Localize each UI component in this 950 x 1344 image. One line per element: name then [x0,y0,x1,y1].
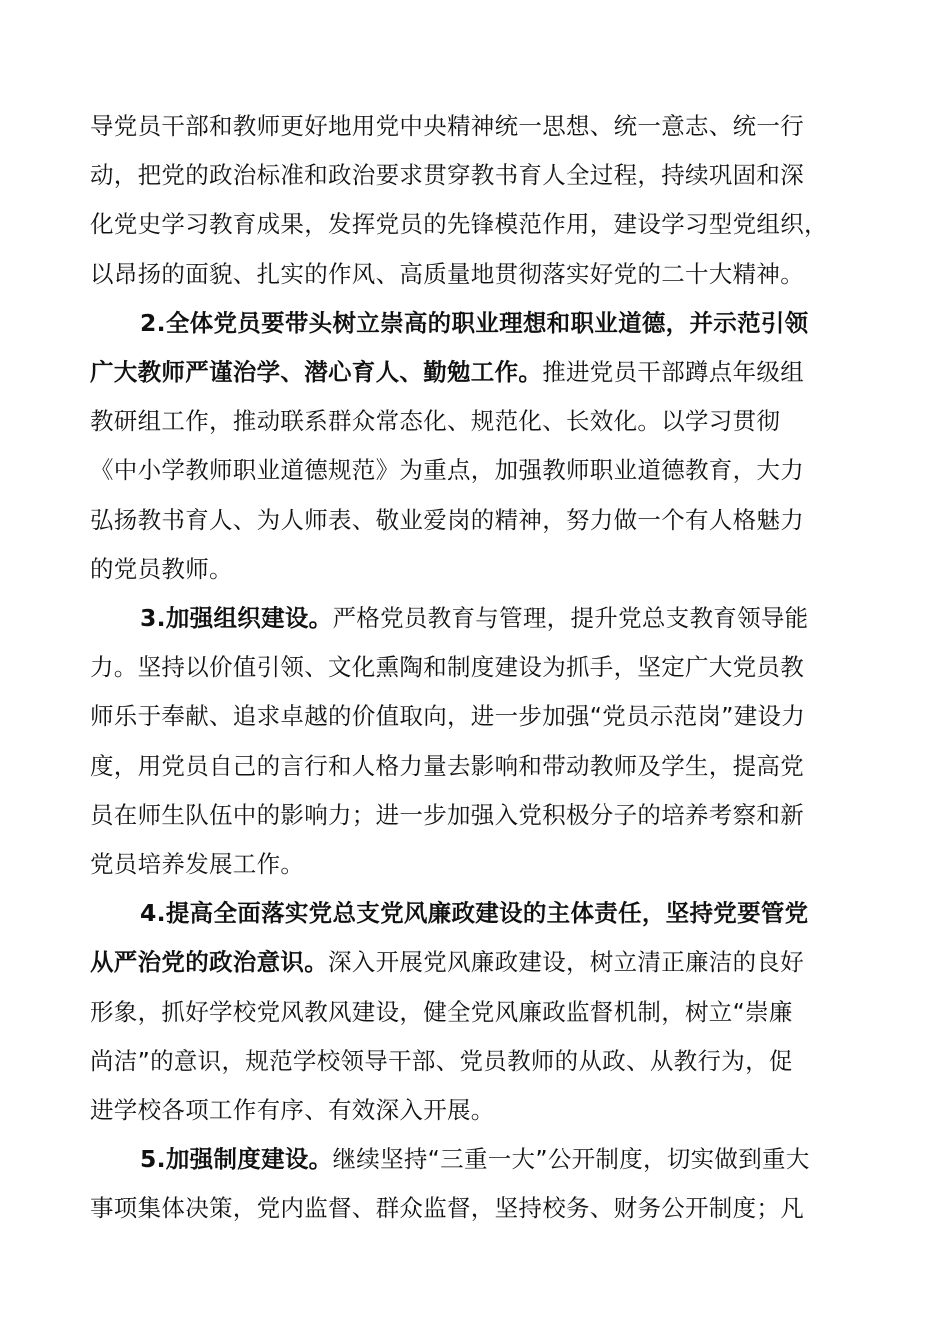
text-line: 导党员干部和教师更好地用党中央精神统一思想、统一意志、统一行 [90,112,804,140]
text-line: 化党史学习教育成果，发挥党员的先锋模范作用，建设学习型党组织， [90,210,828,239]
item-heading: 广大教师严谨治学、潜心育人、勤勉工作。 [90,358,543,387]
text-line: 师乐于奉献、追求卓越的价值取向，进一步加强“党员示范岗”建设力 [90,702,806,731]
text-line: 度，用党员自己的言行和人格力量去影响和带动教师及学生，提高党 [90,751,804,780]
text-line: 的党员教师。 [90,554,233,583]
paragraph-2 [90,299,890,594]
paragraph-5 [90,1135,890,1233]
text-line: 从严治党的政治意识。深入开展党风廉政建设，树立清正廉洁的良好 [90,948,804,977]
text-line [90,889,890,938]
text-line: 员在师生队伍中的影响力；进一步加强入党积极分子的培养考察和新 [90,800,804,829]
text-line: 进学校各项工作有序、有效深入开展。 [90,1096,495,1125]
paragraph-1 [90,102,890,299]
text-line: 3.加强组织建设。严格党员教育与管理，提升党总支教育领导能 [140,604,809,633]
paragraph-4 [90,889,890,1135]
text-line: 弘扬教书育人、为人师表、敬业爱岗的精神，努力做一个有人格魅力 [90,505,804,534]
text-line: 《中小学教师职业道德规范》为重点，加强教师职业道德教育，大力 [90,456,804,485]
text-line: 党员培养发展工作。 [90,850,305,879]
paragraph-3 [90,594,890,889]
item-heading: 2.全体党员要带头树立崇高的职业理想和职业道德，并示范引领 [140,308,809,337]
text-line: 尚洁”的意识，规范学校领导干部、党员教师的从政、从教行为，促 [90,1046,793,1075]
item-heading: 5.加强制度建设。 [140,1145,333,1174]
document-page [90,102,890,1234]
text-line: 力。坚持以价值引领、文化熏陶和制度建设为抓手，坚定广大党员教 [90,653,804,682]
item-heading: 3.加强组织建设。 [140,604,333,633]
text-line: 广大教师严谨治学、潜心育人、勤勉工作。推进党员干部蹲点年级组 [90,358,805,387]
text-line: 以昂扬的面貌、扎实的作风、高质量地贯彻落实好党的二十大精神。 [90,259,804,288]
text-line [90,299,890,348]
text-line: 事项集体决策，党内监督、群众监督，坚持校务、财务公开制度；凡 [90,1194,804,1223]
text-line: 形象，抓好学校党风教风建设，健全党风廉政监督机制，树立“崇廉 [90,997,793,1026]
item-heading: 4.提高全面落实党总支党风廉政建设的主体责任，坚持党要管党 [140,899,809,928]
text-line: 教研组工作，推动联系群众常态化、规范化、长效化。以学习贯彻 [90,407,781,436]
item-heading: 从严治党的政治意识。 [90,948,328,977]
text-line: 5.加强制度建设。继续坚持“三重一大”公开制度，切实做到重大 [140,1145,810,1174]
text-line: 动，把党的政治标准和政治要求贯穿教书育人全过程，持续巩固和深 [90,161,804,190]
